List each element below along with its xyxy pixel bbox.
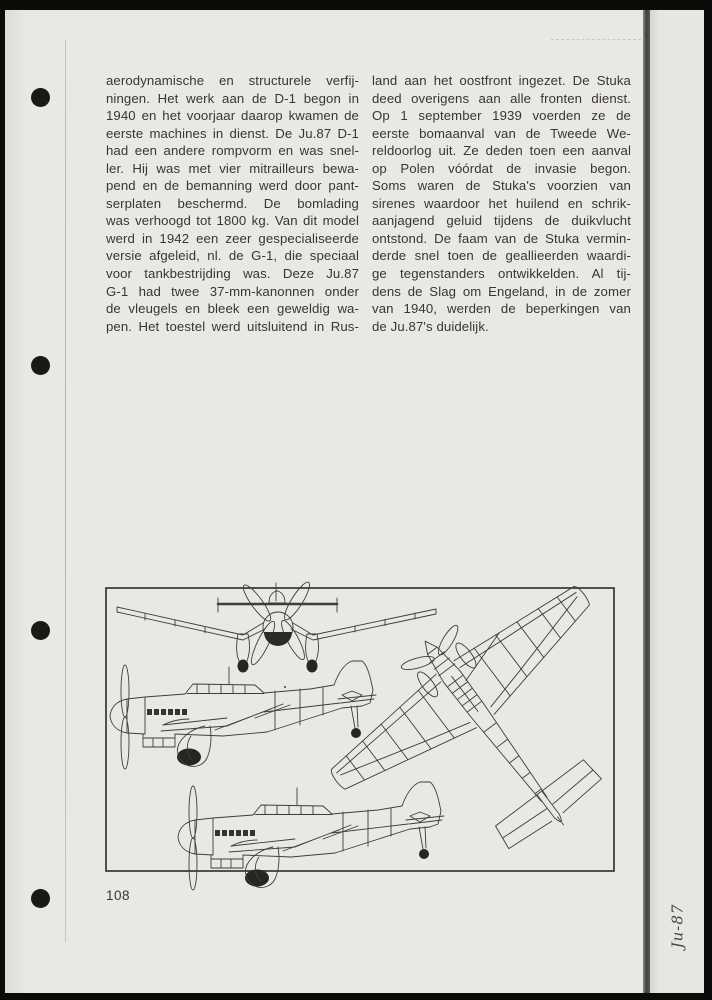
page-sheet xyxy=(5,10,643,993)
text-line: was verhoogd tot 1800 kg. Van dit model xyxy=(106,213,359,229)
text-line: G-1 had twee 37-mm-kanonnen onder xyxy=(106,283,359,299)
text-line: deed overigens aan alle fronten dienst. xyxy=(372,90,631,106)
text-line: pend en de bemanning werd door pant- xyxy=(106,178,359,194)
spinner xyxy=(420,638,437,655)
aircraft-front-view xyxy=(117,579,436,672)
text-line: Soms waren de Stuka's voorzien van xyxy=(372,178,631,194)
tail xyxy=(493,758,610,860)
text-line: reldoorlog uit. Ze deden toen een aanval xyxy=(372,143,631,159)
text-line: de vleugels en bleek een geweldig wa- xyxy=(106,301,359,317)
text-line: ge tegenstanders ontwikkelden. Al tij- xyxy=(372,266,631,282)
text-column-left xyxy=(106,72,359,335)
aircraft-figure xyxy=(105,587,615,872)
handwritten-note xyxy=(650,886,704,966)
text-column-right xyxy=(372,72,631,335)
text-line: land aan het oostfront ingezet. De Stuka xyxy=(372,73,631,88)
text-line: aanjagend geluid tijdens de duikvlucht xyxy=(372,213,631,229)
text-line: Op 1 september 1939 voerden ze de xyxy=(372,108,631,124)
canopy xyxy=(444,670,486,717)
text-line: ontstond. De faam van de Stuka vermin- xyxy=(372,230,631,246)
text-line: aerodynamische en structurele verfij- xyxy=(106,73,359,88)
page-edge-shadow xyxy=(643,10,650,993)
aircraft-side-view-lower xyxy=(178,782,444,890)
text-line: ler. Hij was met vier mitrailleurs bewa- xyxy=(106,160,359,176)
text-line: had een andere rompvorm en was snel- xyxy=(106,143,359,159)
next-page-edge xyxy=(650,10,704,993)
text-line: van 1940, werden de beperkingen van xyxy=(372,301,631,317)
binder-hole xyxy=(31,621,50,640)
text-line: sirenes waardoor het huilend en schrik- xyxy=(372,195,631,211)
text-line: op Polen vóórdat de invasie begon. xyxy=(372,160,631,176)
propeller xyxy=(397,621,469,683)
binder-hole xyxy=(31,356,50,375)
text-line: 1940 en het voorjaar daarop kwamen de xyxy=(106,108,359,124)
propeller xyxy=(240,579,314,667)
text-line: eerste bomaanval van de Tweede We- xyxy=(372,125,631,141)
spinner xyxy=(269,591,285,603)
aircraft-side-view-upper xyxy=(110,661,376,769)
text-line: eerste machines in dienst. De Ju.87 D-1 xyxy=(106,125,359,141)
scan-artifact-line xyxy=(551,39,641,40)
handwritten-note-text: Ju-87 xyxy=(668,903,686,949)
text-line: versie afgeleid, nl. de G-1, die speciaal xyxy=(106,248,359,264)
text-line: derde snel toen de geallieerden waardi- xyxy=(372,248,631,264)
text-line: dens de Slag om Engeland, in de zomer xyxy=(372,283,631,299)
text-line: serplaten beschermd. De bomlading xyxy=(106,195,359,211)
text-line: pen. Het toestel werd uitsluitend in Rus- xyxy=(106,318,359,334)
text-line: werd in 1942 een zeer gespecialiseerde xyxy=(106,230,359,246)
ink-speck xyxy=(284,686,286,688)
text-line: de Ju.87's duidelijk. xyxy=(372,318,489,334)
aft-fuselage xyxy=(471,706,552,805)
text-line: voor tankbestrijding was. Deze Ju.87 xyxy=(106,266,359,282)
binder-hole xyxy=(31,889,50,908)
page-fold-line xyxy=(65,40,66,942)
text-line: ningen. Het werk aan de D-1 begon in xyxy=(106,90,359,106)
binder-hole xyxy=(31,88,50,107)
page-number: 108 xyxy=(106,888,131,903)
